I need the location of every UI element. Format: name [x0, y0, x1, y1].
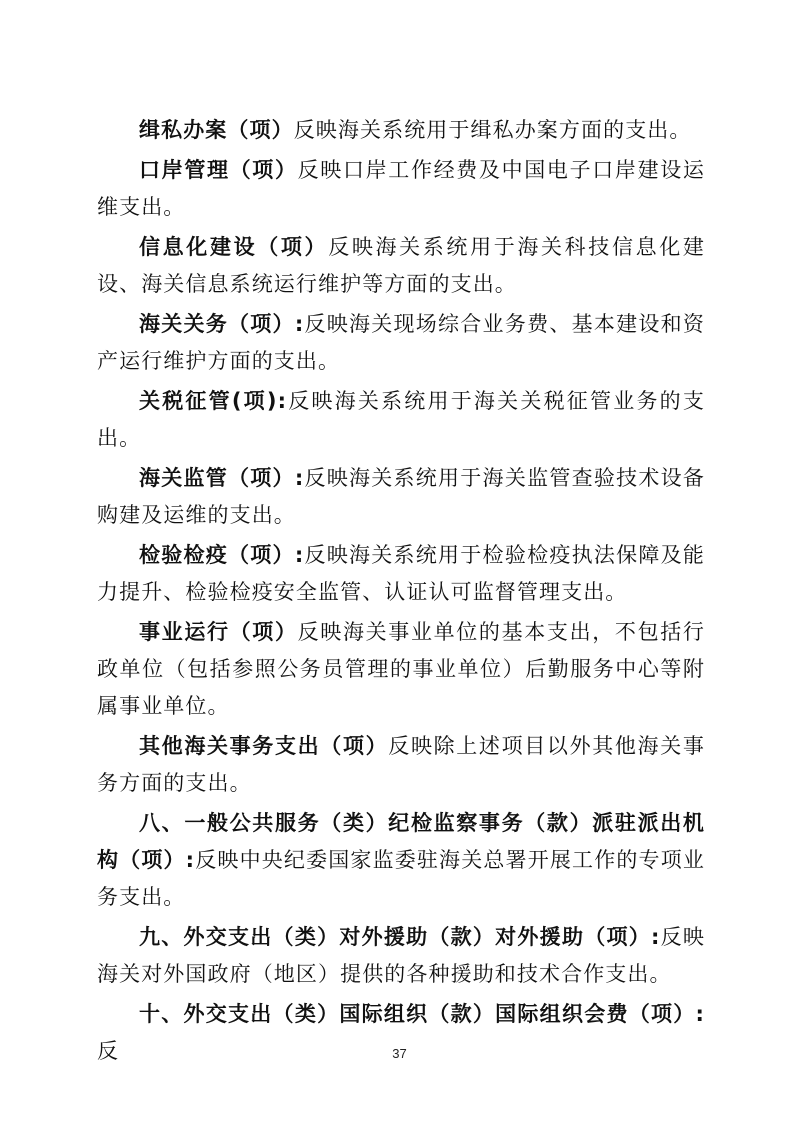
paragraph-term: 十、外交支出（类）国际组织（款）国际组织会费（项）: — [139, 1002, 705, 1026]
paragraph-term: 信息化建设（项） — [139, 235, 329, 259]
paragraph-term: 关税征管(项): — [139, 389, 288, 413]
paragraph-term: 九、外交支出（类）对外援助（款）对外援助（项）: — [139, 925, 661, 949]
paragraph-inspection-quarantine — [97, 537, 705, 611]
paragraph-text: 反映海关系统用于海关科技信息化建设、海关信息系统运行维护等方面的支出。 — [97, 235, 705, 296]
paragraph-term: 口岸管理（项） — [139, 158, 298, 182]
paragraph-text: 反映中央纪委国家监委驻海关总署开展工作的专项业务支出。 — [97, 848, 705, 909]
paragraph-text: 反映除上述项目以外其他海关事务方面的支出。 — [97, 734, 705, 795]
paragraph-other-customs-affairs — [97, 728, 705, 802]
page-number: 37 — [392, 1046, 407, 1061]
paragraph-text: 反映海关事业单位的基本支出，不包括行政单位（包括参照公务员管理的事业单位）后勤服务中心等附属事业单位。 — [97, 620, 705, 718]
paragraph-text: 反映海关现场综合业务费、基本建设和资产运行维护方面的支出。 — [97, 312, 705, 373]
paragraph-text: 反映海关系统用于检验检疫执法保障及能力提升、检验检疫安全监管、认证认可监督管理支出。 — [97, 543, 705, 604]
document-body — [97, 112, 705, 1070]
paragraph-text: 反 — [97, 1039, 120, 1063]
paragraph-tariff-collection — [97, 383, 705, 457]
paragraph-term: 缉私办案（项） — [139, 118, 294, 142]
paragraph-foreign-aid — [97, 919, 705, 993]
paragraph-term: 事业运行（项） — [139, 620, 298, 644]
paragraph-text: 反映口岸工作经费及中国电子口岸建设运维支出。 — [97, 158, 705, 219]
paragraph-smuggling-case — [97, 112, 705, 149]
paragraph-port-management — [97, 152, 705, 226]
paragraph-text: 反映海关对外国政府（地区）提供的各种援助和技术合作支出。 — [97, 925, 706, 986]
paragraph-term: 其他海关事务支出（项） — [139, 734, 389, 758]
paragraph-term: 检验检疫（项）: — [139, 543, 305, 567]
paragraph-dispatched-agencies — [97, 805, 705, 916]
paragraph-term: 八、一般公共服务（类）纪检监察事务（款）派驻派出机构（项）: — [97, 811, 705, 872]
paragraph-customs-supervision — [97, 460, 705, 534]
paragraph-text: 反映海关系统用于缉私办案方面的支出。 — [293, 118, 692, 142]
paragraph-term: 海关监管（项）: — [139, 466, 305, 490]
paragraph-institution-operation — [97, 614, 705, 725]
paragraph-text: 反映海关系统用于海关监管查验技术设备购建及运维的支出。 — [97, 466, 705, 527]
paragraph-term: 海关关务（项）: — [139, 312, 305, 336]
paragraph-text: 反映海关系统用于海关关税征管业务的支出。 — [97, 389, 705, 450]
paragraph-customs-affairs — [97, 306, 705, 380]
paragraph-informatization — [97, 229, 705, 303]
